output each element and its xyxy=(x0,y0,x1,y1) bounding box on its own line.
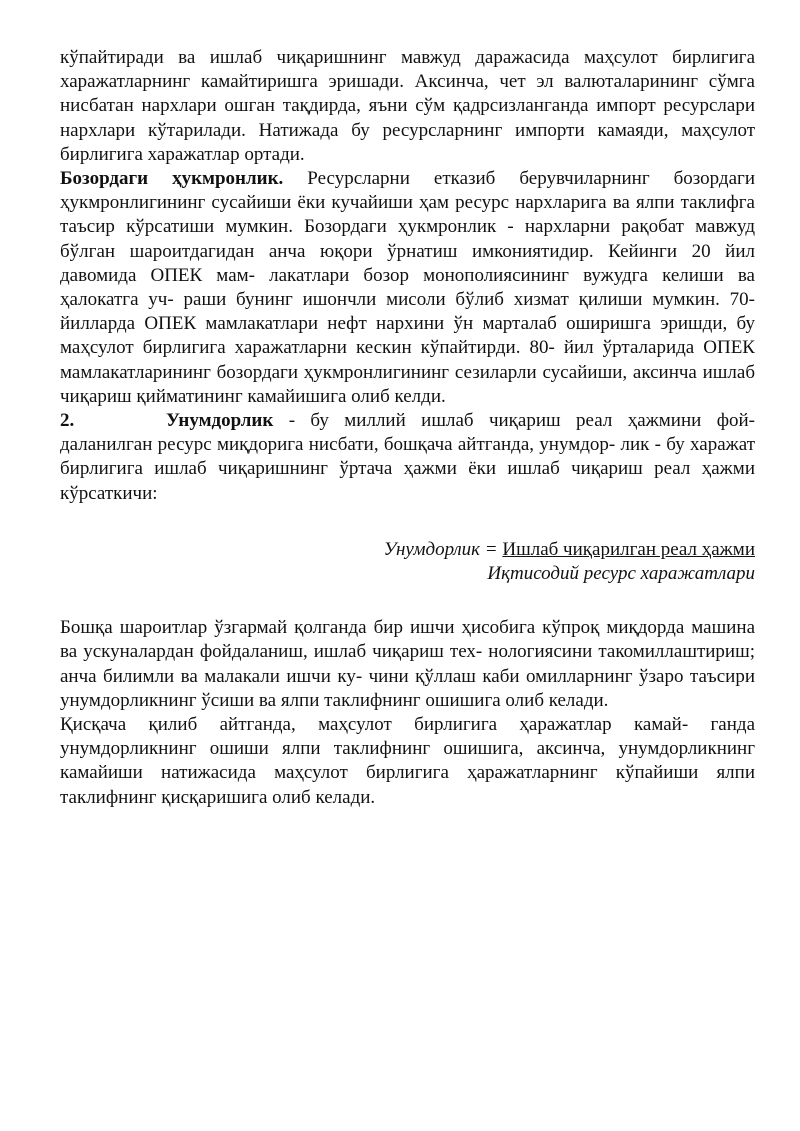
paragraph-body-market-dominance: Ресурсларни етказиб берувчиларнинг бозордаги ҳукмронлигининг сусайиши ёки кучайиши ҳам ресурс нархларига ва ялпи таклифга таъсир кўрсатиши мумкин. Бозордаги ҳукмронлик - нархларни рақобат мавжуд бўлган шароитдагидан анча юқори ўрнатиш имкониятидир. Кейинги 20 йил давомида ОПЕК мам- лакатлари бозор монополиясининг вужудга келиши ва ҳалокатга уч- раши бунинг ишончли мисоли бўлиб хизмат қилиши мумкин. 70- йилларда ОПЕК мамлакатлари нефт нархини ўн марталаб оширишга эришди, бу маҳсулот бирлигига харажатларни кескин кўпайтирди. 80- йил ўрталарида ОПЕК мамлакатларининг бозордаги ҳукмронлигининг сезиларли сусайиши, аксинча ишлаб чиқариш қийматининг камайишига олиб келди. xyxy=(60,168,755,407)
paragraph-heading-productivity: Унумдорлик xyxy=(166,410,274,432)
paragraph-market-dominance xyxy=(55,167,755,409)
document-page xyxy=(55,46,755,810)
paragraph-import-prices: кўпайтиради ва ишлаб чиқаришнинг мавжуд даражасида маҳсулот бирлигига харажатларнинг камайтиришга эришади. Аксинча, чет эл валюталарининг сўмга нисбатан нархлари ошган тақдирда, яъни сўм қадрсизланганда импорт ресурслари нархлари кўтарилади. Натижада бу ресурсларнинг импорти камаяди, маҳсулот бирлигига харажатлар ортади. xyxy=(60,47,755,165)
paragraph-productivity xyxy=(55,409,755,506)
formula-numerator: Ишлаб чиқарилган реал ҳажми xyxy=(502,538,755,560)
paragraph-body-productivity: - бу миллий ишлаб чиқариш реал ҳажмини фой- даланилган ресурс миқдорига нисбати, бошқача айтганда, унумдор- лик - бу харажат бирлигига ишлаб чиқаришнинг ўртача ҳажми ёки ишлаб чиқариш реал ҳажми кўрсаткичи: xyxy=(60,410,755,504)
formula-top-line xyxy=(55,538,755,562)
formula-denominator: Иқтисодий ресурс харажатлари xyxy=(487,563,755,585)
paragraph-heading-market-dominance: Бозордаги ҳукмронлик. xyxy=(60,168,284,190)
formula-lhs: Унумдорлик = xyxy=(383,538,503,560)
productivity-formula xyxy=(55,538,755,586)
section-number: 2. xyxy=(60,410,75,432)
paragraph-summary: Қисқача қилиб айтганда, маҳсулот бирлигига ҳаражатлар камай- ганда унумдорликнинг ошиши ялпи таклифнинг ошишига, аксинча, унумдорликнинг камайиши натижасида маҳсулот бирлигига ҳаражатларнинг кўпайиши ялпи таклифнинг қисқаришига олиб келади. xyxy=(60,714,755,808)
paragraph-productivity-factors: Бошқа шароитлар ўзгармай қолганда бир ишчи ҳисобига кўпроқ миқдорда машина ва ускуналардан фойдаланиш, ишлаб чиқариш тех- нологиясини такомиллаштириш; анча билимли ва малакали ишчи ку- чини қўллаш каби омилларнинг ўзаро таъсири унумдорликнинг ўсиши ва ялпи таклифнинг ошишига олиб келади. xyxy=(60,617,755,711)
spacer xyxy=(55,586,755,616)
